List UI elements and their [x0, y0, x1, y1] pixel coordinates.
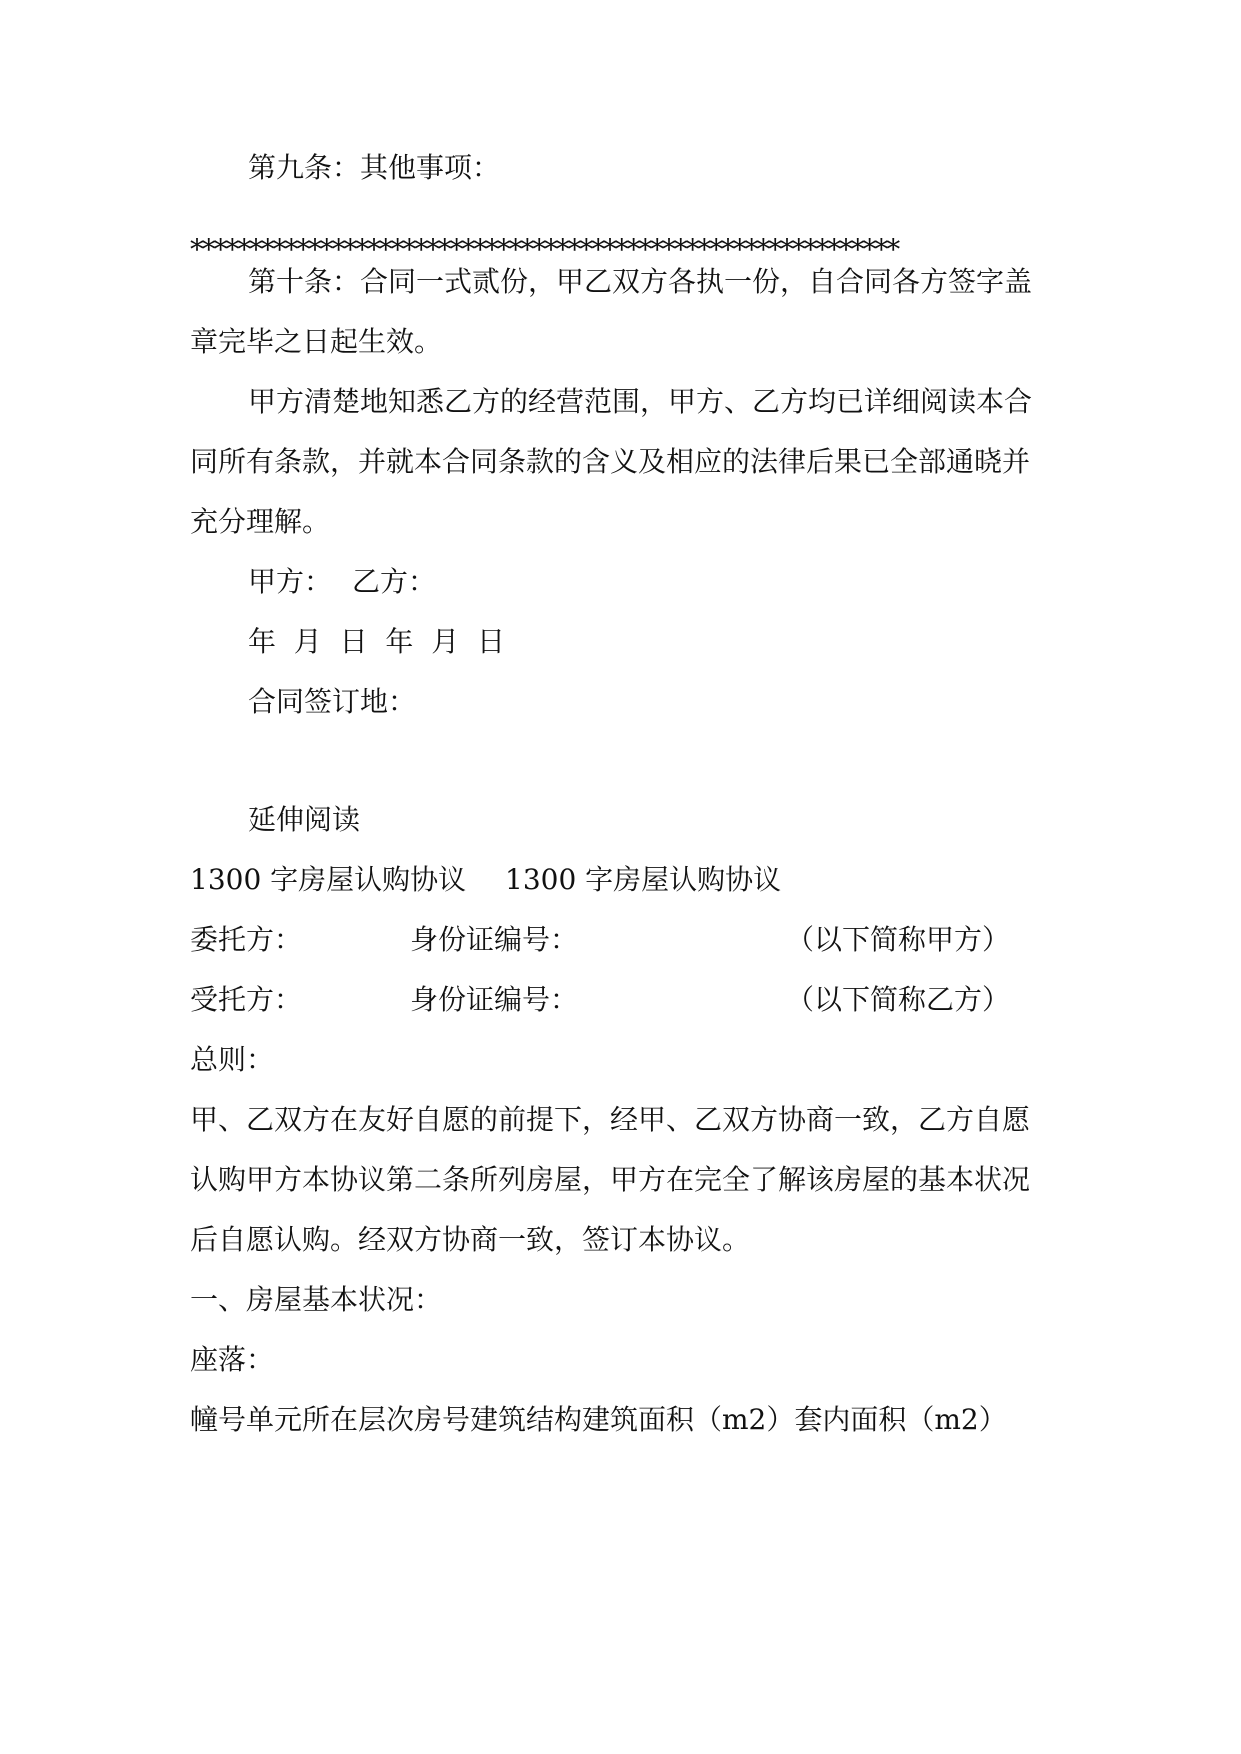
agent-id-label: 身份证编号： — [410, 983, 579, 1016]
general-provisions-line-2: 认购甲方本协议第二条所列房屋，甲方在完全了解该房屋的基本状况 — [190, 1163, 1031, 1196]
principal-label: 委托方： — [190, 923, 303, 956]
agent-label: 受托方： — [190, 983, 303, 1016]
extended-reading-heading: 延伸阅读 — [248, 803, 361, 836]
acknowledgement-line-3: 充分理解。 — [190, 505, 331, 538]
section-1-heading: 一、房屋基本状况： — [190, 1283, 443, 1316]
general-provisions-line-1: 甲、乙双方在友好自愿的前提下，经甲、乙双方协商一致，乙方自愿 — [190, 1103, 1031, 1136]
contract-signing-place: 合同签订地： — [248, 685, 417, 718]
principal-id-label: 身份证编号： — [410, 923, 579, 956]
house-table-header: 幢号单元所在层次房号建筑结构建筑面积（m2）套内面积（m2） — [190, 1403, 1007, 1436]
asterisk-separator: ************************************************************ — [190, 233, 899, 266]
general-provisions-heading: 总则： — [190, 1043, 275, 1076]
article-10-line-2: 章完毕之日起生效。 — [190, 325, 443, 358]
agreement-title-left: 1300 字房屋认购协议 — [190, 863, 467, 896]
party-b-signature-label: 乙方： — [352, 565, 437, 598]
general-provisions-line-3: 后自愿认购。经双方协商一致，签订本协议。 — [190, 1223, 751, 1256]
acknowledgement-line-2: 同所有条款，并就本合同条款的含义及相应的法律后果已全部通晓并 — [190, 445, 1031, 478]
article-9-heading: 第九条：其他事项： — [248, 151, 501, 184]
party-a-signature-label: 甲方： — [248, 565, 333, 598]
article-10-line-1: 第十条：合同一式贰份，甲乙双方各执一份，自合同各方签字盖 — [248, 265, 1033, 298]
acknowledgement-line-1: 甲方清楚地知悉乙方的经营范围，甲方、乙方均已详细阅读本合 — [248, 385, 1033, 418]
location-label: 座落： — [190, 1343, 275, 1376]
principal-alias: （以下简称甲方） — [786, 923, 1011, 956]
agent-alias: （以下简称乙方） — [786, 983, 1011, 1016]
signature-dates: 年 月 日 年 月 日 — [248, 625, 506, 658]
agreement-title-right: 1300 字房屋认购协议 — [505, 863, 782, 896]
